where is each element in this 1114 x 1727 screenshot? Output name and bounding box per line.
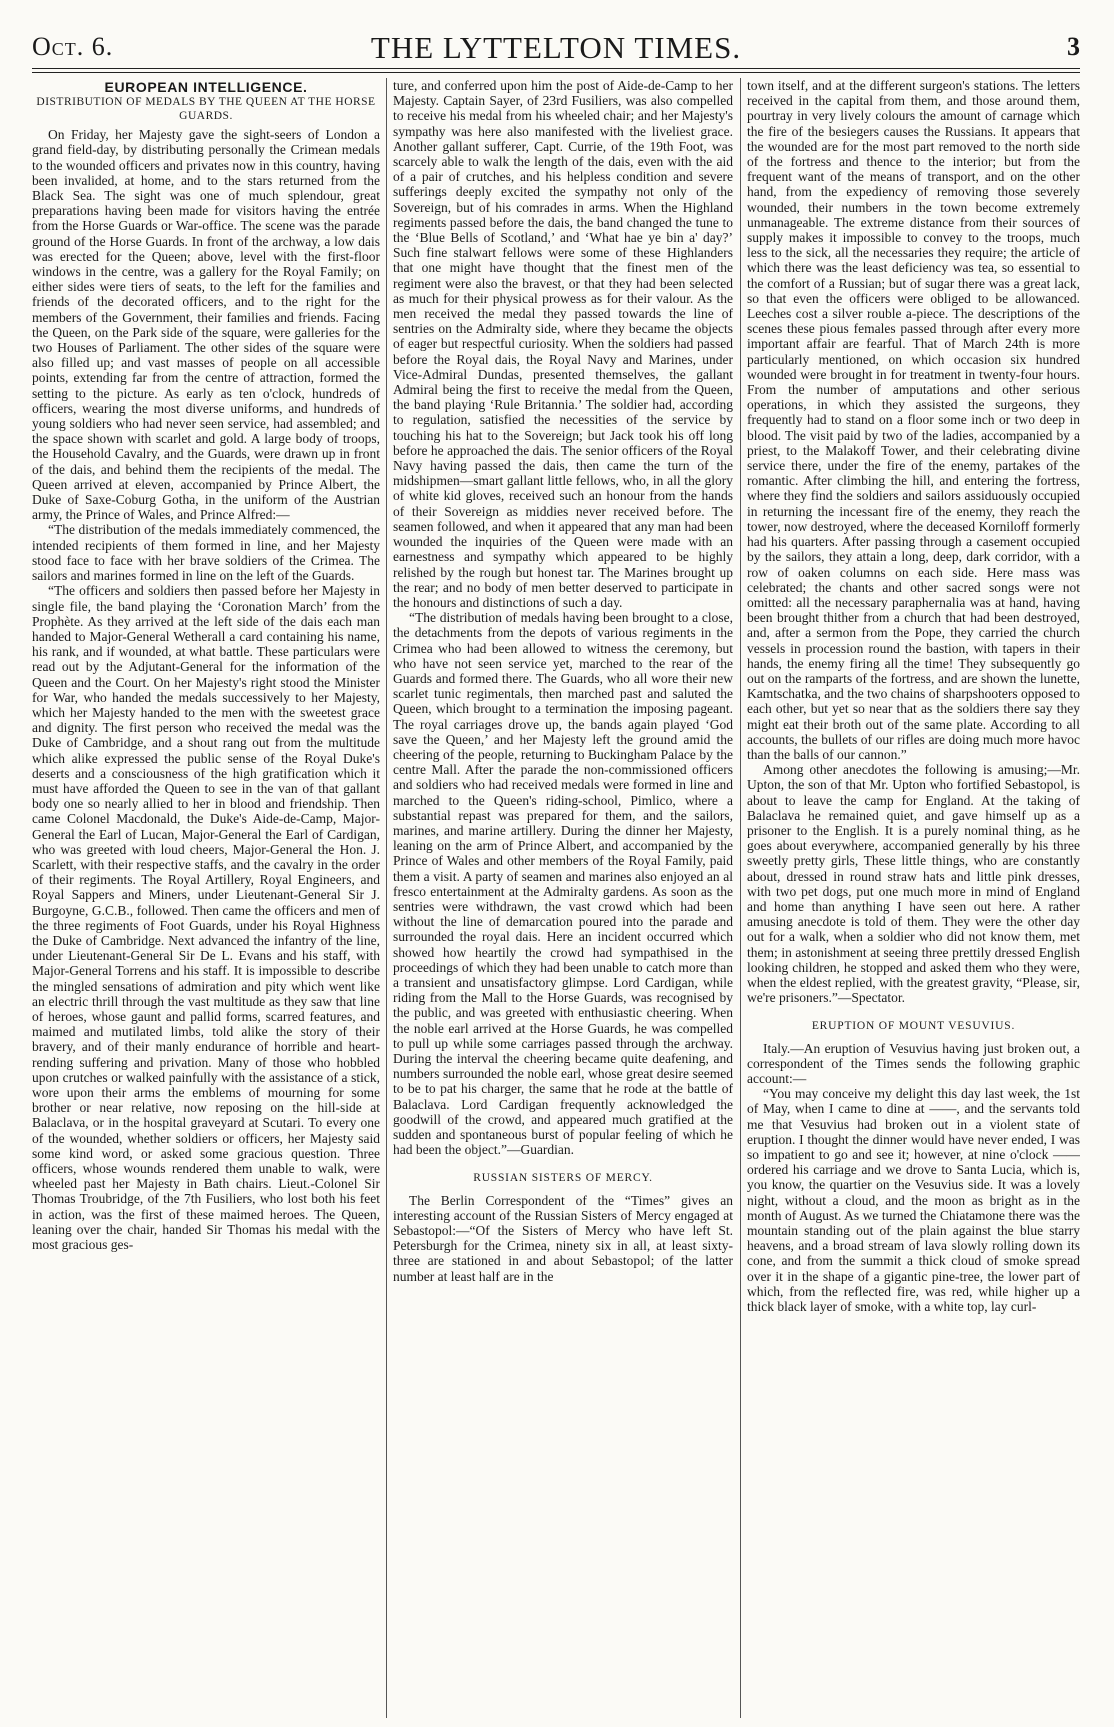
section-heading-european-intelligence: EUROPEAN INTELLIGENCE. <box>104 79 308 95</box>
article-paragraph: On Friday, her Majesty gave the sight-seers of London a grand field-day, by distributing personally the Crimean medals to the wounded officers and privates now in this country, having been invalided, at home, and to the stars returned from the Black Sea. The sight was one of much splendour, great preparations having been made for visitors having the entrée from the Horse Guards or War-office. The scene was the parade ground of the Horse Guards. In front of the archway, a low dais was erected for the Queen; above, level with the first-floor windows in the centre, was a gallery for the Royal Family; on either sides were tiers of seats, to the left for the families and friends of the decorated officers, and to the right for the members of the Government, their families and friends. Facing the Queen, on the Park side of the square, were galleries for the two Houses of Parliament. The other sides of the square were also filled up; and vast masses of people on all accessible points, extending far from the centre of attraction, formed the setting to the picture. As early as ten o'clock, hundreds of officers, wearing the most diverse uniforms, and hundreds of young soldiers who had never seen service, had assembled; and the space shown with scarlet and gold. A large body of troops, the Household Cavalry, and the Guards, were drawn up in front of the dais, and behind them the recipients of the medal. The Queen arrived at eleven, accompanied by Prince Albert, the Duke of Saxe-Coburg Gotha, in the uniform of the Austrian army, the Prince of Wales, and Prince Alfred:— <box>32 127 380 523</box>
masthead <box>32 30 1080 66</box>
article-paragraph: “You may conceive my delight this day last week, the 1st of May, when I came to dine at ——, and the servants told me that Vesuvius had broken out in a violent state of eruption. I thought the dinner would have never ended, I was so impatient to go and see it; however, at nine o'clock —— ordered his carriage and we drove to Santa Lucia, which is, you know, the quartier on the Vesuvius side. It was a lovely night, without a cloud, and the moon as bright as in the month of August. As we turned the Chiatamone there was the mountain standing out of the plain against the blue starry heavens, and a broad stream of lava slowly rolling down its cone, and from the summit a thick cloud of smoke spread over it in the shape of a gigantic pine-tree, the lower part of which, from the reflected fire, was red, while higher up a thick black layer of smoke, with a white top, lay curl- <box>747 1086 1080 1315</box>
column-1 <box>32 78 380 1718</box>
article-heading-russian-sisters: RUSSIAN SISTERS OF MERCY. <box>473 1172 653 1185</box>
column-divider <box>386 78 387 1718</box>
article-paragraph: “The officers and soldiers then passed before her Majesty in single file, the band playing the ‘Coronation March’ from the Prophète. As they arrived at the left side of the dais each man handed to Major-General Wetherall a card containing his name, his rank, and if wounded, at what battle. These particulars were read out by the Adjutant-General for the information of the Queen and the Court. On her Majesty's right stood the Minister for War, who handed the medals successively to her Majesty, which her Majesty handed to the men with the sweetest grace and dignity. The first person who received the medal was the Duke of Cambridge, and a shout rang out from the multitude which alike expressed the public sense of the Royal Duke's deserts and a consciousness of the high gratification which it must have afforded the Queen to see in the van of that gallant body one so nearly allied to her in blood and friendship. Then came Colonel Macdonald, the Duke's Aide-de-Camp, Major-General the Earl of Lucan, Major-General the Earl of Cardigan, who was greeted with loud cheers, Major-General the Hon. J. Scarlett, with their respective staffs, and the cavalry in the order of their regiments. The Royal Artillery, Royal Engineers, and Royal Sappers and Miners, under Lieutenant-General Sir J. Burgoyne, G.C.B., followed. Then came the officers and men of the three regiments of Foot Guards, under his Royal Highness the Duke of Cambridge. Next advanced the infantry of the line, under Lieutenant-General Sir De L. Evans and his staff, with Major-General Torrens and his staff. It is impossible to describe the mingled sensations of admiration and pity which went like an electric thrill through the vast multitude as they saw that line of heroes, whose gaunt and pallid forms, scarred features, and maimed and mutilated limbs, told alike the story of their bravery, and of their manly endurance of horrible and heart-rending suffering and privation. Many of those who hobbled upon crutches or walked painfully with the assistance of a stick, wore upon their arms the emblems of mourning for some brother or near relative, now reposing on the hill-side at Balaclava, or in the hospital graveyard at Scutari. To every one of the wounded, whether soldiers or officers, her Majesty said some kind word, or asked some gracious question. Three officers, whose wounds rendered them unable to walk, were wheeled past her Majesty in Bath chairs. Lieut.-Colonel Sir Thomas Troubridge, of the 7th Fusiliers, who lost both his feet in action, was the first of these maimed heroes. The Queen, leaning over the chair, handed Sir Thomas his medal with the most gracious ges- <box>32 583 380 1253</box>
article-paragraph: town itself, and at the different surgeon's stations. The letters received in the capital from them, and those around them, pourtray in very lively colours the amount of carnage which the fire of the besiegers causes the Russians. It appears that the wounded are for the most part removed to the north side of the fortress and thence to the interior; but from the frequent want of the means of transport, and on the other hand, from the expediency of removing those severely wounded, their numbers in the town become extremely unmanageable. The extreme distance from their sources of supply makes it impossible to convey to the troops, much less to the sick, all the necessaries they require; the article of which there was the least deficiency was tea, so essential to the comfort of a Russian; but of sugar there was a great lack, so that even the officers were obliged to be allowanced. Leeches cost a silver rouble a-piece. The descriptions of the scenes these pious females passed through after every more important affair are fearful. That of March 24th is more particularly mentioned, on which occasion six hundred wounded were brought in for treatment in twenty-four hours. From the number of amputations and other serious operations, in which they assisted the surgeons, they frequently had to stand on a floor some inch or two deep in blood. The visit paid by two of the ladies, accompanied by a priest, to the Malakoff Tower, and their celebrating divine service there, under the fire of the enemy, partakes of the romantic. After climbing the hill, and entering the fortress, where they find the soldiers and sailors assiduously occupied in returning the incessant fire of the enemy, they reach the tower, now destroyed, where the deceased Korniloff formerly had his quarters. After passing through a casement occupied by the sailors, they attain a long, deep, dark corridor, with a row of oaken columns on each side. Here mass was celebrated; the chants and other sacred songs were not omitted: all the necessary paraphernalia was at hand, having been brought thither from a church that had been destroyed, and, after a sermon from the Pope, they carried the church vessels in procession round the bastion, with tapers in their hands, the enemy firing all the time! They subsequently go out on the ramparts of the fortress, and are shown the lunette, Kamtschatka, and the two chains of sharpshooters opposed to each other, but yet so near that as the soldiers there say they might eat their broth out of the same plate. According to all accounts, the bullets of our rifles are doing much more havoc than the balls of our cannon.” <box>747 78 1080 762</box>
column-divider <box>740 78 741 1718</box>
article-heading-vesuvius: ERUPTION OF MOUNT VESUVIUS. <box>811 1020 1016 1033</box>
article-subheading-medals: DISTRIBUTION OF MEDALS BY THE QUEEN AT THE HORSE GUARDS. <box>36 96 376 123</box>
issue-date: Oct. 6. <box>32 32 114 61</box>
article-paragraph: Italy.—An eruption of Vesuvius having just broken out, a correspondent of the Times sends the following graphic account:— <box>747 1040 1080 1086</box>
column-3 <box>747 78 1080 1718</box>
article-paragraph: “The distribution of the medals immediately commenced, the intended recipients of them formed in line, and her Majesty stood face to face with her brave soldiers of the Crimea. The sailors and marines formed in line on the left of the Guards. <box>32 522 380 584</box>
article-paragraph: Among other anecdotes the following is amusing;—Mr. Upton, the son of that Mr. Upton who fortified Sebastopol, is about to leave the camp for England. At the taking of Balaclava he remained quiet, and gave himself up as a prisoner to the English. It is a purely nominal thing, as he goes about everywhere, accompanied generally by his three sweetly pretty girls, These little things, who are constantly about, dressed in round straw hats and little pink dresses, with two pet dogs, put one much more in mind of England and home than anything I have seen out here. A rather amusing anecdote is told of them. They were the other day out for a walk, when a soldier who did not know them, met them; in astonishment at seeing three prettily dressed English looking children, he stopped and asked them who they were, when the eldest replied, with the greatest gravity, “Please, sir, we're prisoners.”—Spectator. <box>747 762 1080 1006</box>
article-paragraph: ture, and conferred upon him the post of Aide-de-Camp to her Majesty. Captain Sayer, of 23rd Fusiliers, was also compelled to receive his medal from his wheeled chair; and her Majesty's sympathy was here also manifested with the liveliest grace. Another gallant sufferer, Capt. Currie, of the 19th Foot, was scarcely able to walk the length of the dais, even with the aid of a pair of crutches, and his helpless condition and severe sufferings deeply excited the sympathy not only of the Sovereign, but of his comrades in arms. When the Highland regiments passed before the dais, the band changed the tune to the ‘Blue Bells of Scotland,’ and ‘What hae ye bin a' day?’ Such fine stalwart fellows were some of these Highlanders that one might have thought that the finest men of the regiment were also the bravest, or that they had been selected as much for their physical prowess as for their valour. As the men received the medal they passed towards the line of sentries on the Admiralty side, where they became the objects of eager but respectful curiosity. When the soldiers had passed before the Royal dais, the Royal Navy and Marines, under Vice-Admiral Dundas, presented themselves, the gallant Admiral being the first to receive the medal from the Queen, the band playing ‘Rule Britannia.’ The soldier had, according to regulation, satisfied the necessities of the service by touching his hat to the Sovereign; but Jack took his off long before he approached the dais. The senior officers of the Royal Navy having passed the dais, then came the turn of the midshipmen—smart gallant little fellows, who, in all the glory of white kid gloves, received such an honour from the hands of their Sovereign as middies never received before. The seamen followed, and when it appeared that any man had been wounded the inquiries of the Queen were made with an earnestness and sympathy which appeared to be highly relished by the rough but honest tar. The Marines brought up the rear; and no body of men better deserved to participate in the honours and distinctions of such a day. <box>393 78 733 610</box>
page-number: 3 <box>1067 32 1080 61</box>
masthead-rule-top <box>32 68 1080 69</box>
article-paragraph: The Berlin Correspondent of the “Times” gives an interesting account of the Russian Sisters of Mercy engaged at Sebastopol:—“Of the Sisters of Mercy who have left St. Petersburgh for the Crimea, ninety six in all, at least sixty-three are stationed in and about Sebastopol; of the latter number at least half are in the <box>393 1192 733 1284</box>
column-2 <box>393 78 733 1718</box>
masthead-rule-bottom <box>32 72 1080 73</box>
article-paragraph: “The distribution of medals having been brought to a close, the detachments from the depots of various regiments in the Crimea who had been allowed to witness the ceremony, but who have not seen service yet, marched to the rear of the Guards and formed there. The Guards, who all wore their new scarlet tunic regimentals, then marched past and saluted the Queen, which brought to a termination the imposing pageant. The royal carriages drove up, the bands again played ‘God save the Queen,’ and her Majesty left the ground amid the cheering of the people, returning to Buckingham Palace by the centre Mall. After the parade the non-commissioned officers and soldiers who had received medals were formed in line and marched to the Queen's riding-school, Pimlico, where a substantial repast was prepared for them, and the sailors, marines, and marine artillery. During the dinner her Majesty, leaning on the arm of Prince Albert, and accompanied by the Prince of Wales and other members of the Royal Family, paid them a visit. A party of seamen and marines also enjoyed an al fresco entertainment at the Admiralty gardens. As soon as the sentries were withdrawn, the vast crowd which had been without the line of demarcation poured into the parade and surrounded the royal dais. Here an incident occurred which showed how heartily the crowd had sympathised in the proceedings of which they had been unable to catch more than a transient and unsatisfactory glimpse. Lord Cardigan, while riding from the Mall to the Horse Guards, was recognised by the public, and was greeted with enthusiastic cheering. When the noble earl arrived at the Horse Guards, he was compelled to pull up while some carriages passed through the archway. During the interval the cheering became quite deafening, and numbers surrounded the noble earl, whose great desire seemed to be to pat his charger, the same that he rode at the battle of Balaclava. Lord Cardigan frequently acknowledged the goodwill of the crowd, and appeared much gratified at the sudden and spontaneous burst of popular feeling of which he had been the object.”—Guardian. <box>393 610 733 1158</box>
newspaper-title: THE LYTTELTON TIMES. <box>370 30 742 65</box>
